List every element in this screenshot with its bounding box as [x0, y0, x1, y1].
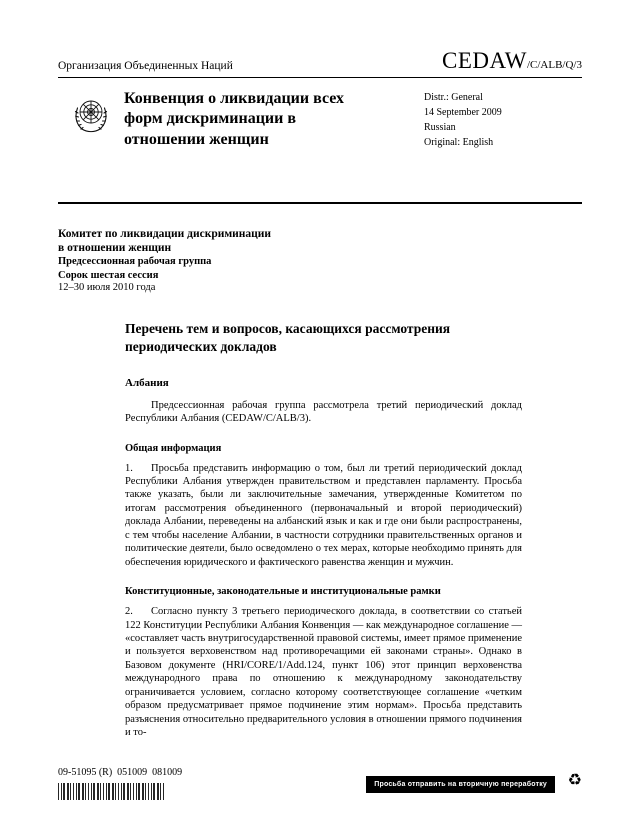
language-line: Russian — [424, 122, 456, 133]
paragraph-text: Просьба представить информацию о том, был ли третий периодический доклад Республики Албания утвержден правительством и представлен парламенту. Просьба также указать, были ли заключительные замечания, утвержденные Комитетом по итогам рассмотрения объединенного (первоначальный и второй периодический) доклада Албании, переведены на албанский язык и как и где они были распространены, с тем чтобы население Албании, в частности сотрудники правительственных органов и политические деятели, было осведомлено о тех мерах, которые необходимо принять для обеспечения юридического и фактического равенства женщин и мужчин. — [125, 462, 522, 568]
paragraph-1 — [125, 462, 522, 570]
committee-block — [58, 228, 582, 294]
committee-name-line2: в отношении женщин — [58, 241, 172, 254]
distr-line: Distr.: General — [424, 92, 483, 103]
country-heading: Албания — [125, 376, 169, 389]
doc-symbol-main: CEDAW — [442, 48, 527, 73]
page-title: Перечень тем и вопросов, касающихся рассмотрения периодических докладов — [125, 321, 451, 355]
header-rule-thick — [58, 202, 582, 204]
section-general — [125, 443, 522, 570]
recycle-notice: Просьба отправить на вторичную переработку — [366, 776, 555, 793]
un-emblem-icon — [68, 93, 114, 139]
committee-name-line1: Комитет по ликвидации дискриминации — [58, 228, 272, 240]
emblem-wrap — [58, 85, 124, 150]
intro-paragraph: Предсессионная рабочая группа рассмотрела третий периодический доклад Республики Албания (CEDAW/C/ALB/3). — [125, 399, 522, 425]
session-title: Сорок шестая сессия — [58, 269, 159, 281]
section-title: Конституционные, законодательные и институциональные рамки — [125, 586, 441, 598]
doc-symbol-suffix: /C/ALB/Q/3 — [526, 59, 582, 71]
paragraph-text: Согласно пункту 3 третьего периодического доклада, в соответствии со статьей 122 Конституции Республики Албания Конвенция — как международное соглашение — «составляет часть внутригосударственной правовой системы, имеет прямое применение и пользуется верховенством над противоречащими ей законами страны». Однако в Базовом документе (HRI/CORE/1/Add.124, пункт 106) этот принцип верховенства международного права по отношению к международному законодательству ограничивается условием, согласно которому соответствующее соглашение «четким образом предусматривает прямое подчинение этим нормам». Просьба представить разъяснения относительно предварительного условия в отношении прямого подчинения и то- — [125, 606, 522, 738]
distribution-block — [424, 85, 582, 150]
original-language-line: Original: English — [424, 137, 494, 148]
header-rule-thin — [58, 77, 582, 78]
main-content — [125, 320, 522, 739]
masthead — [58, 48, 582, 74]
working-group: Предсессионная рабочая группа — [58, 256, 212, 268]
section-constitutional — [125, 586, 522, 739]
paragraph-number: 1. — [125, 462, 133, 474]
document-reference: 09-51095 (R) 051009 081009 — [58, 767, 183, 778]
org-name: Организация Объединенных Наций — [58, 60, 233, 72]
header-main — [58, 85, 582, 150]
paragraph-2 — [125, 605, 522, 739]
date-line: 14 September 2009 — [424, 107, 502, 118]
paragraph-number: 2. — [125, 606, 133, 618]
barcode — [58, 783, 166, 800]
document-title: Конвенция о ликвидации всех форм дискриминации в отношении женщин — [124, 90, 345, 148]
recycle-icon: ♻ — [567, 772, 582, 789]
doc-symbol — [442, 48, 582, 74]
session-dates: 12–30 июля 2010 года — [58, 281, 156, 293]
section-title: Общая информация — [125, 442, 222, 454]
